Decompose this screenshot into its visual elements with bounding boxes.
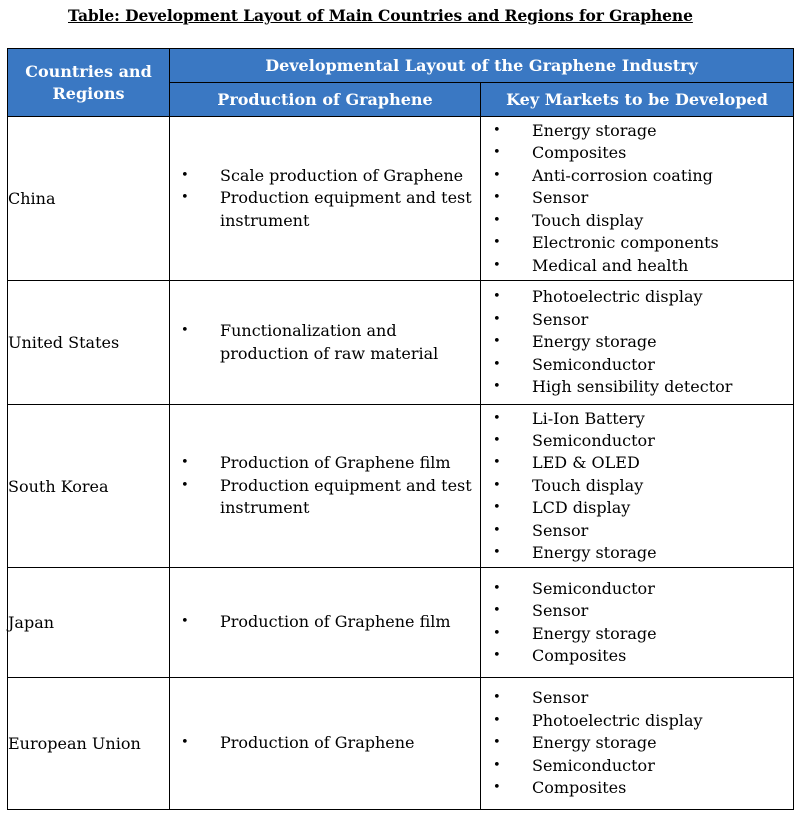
- market-item: [481, 165, 793, 187]
- bullet-icon: •: [493, 410, 501, 426]
- market-item-text: Sensor: [532, 188, 589, 208]
- bullet-icon: •: [493, 212, 501, 228]
- bullet-icon: •: [493, 712, 501, 728]
- market-item: [481, 687, 793, 709]
- market-item-text: Anti-corrosion coating: [532, 165, 713, 185]
- market-item: [481, 710, 793, 732]
- market-item-text: Sensor: [532, 601, 589, 621]
- table-row: [8, 281, 794, 405]
- market-item: [481, 408, 793, 430]
- market-item-text: Energy storage: [532, 332, 657, 352]
- bullet-icon: •: [181, 190, 189, 206]
- market-item-text: Composites: [532, 778, 627, 798]
- market-item-list: [481, 120, 793, 277]
- market-item-text: Semiconductor: [532, 578, 655, 598]
- bullet-icon: •: [493, 477, 501, 493]
- table-row: [8, 568, 794, 678]
- bullet-icon: •: [493, 311, 501, 327]
- market-item-text: Energy storage: [532, 543, 657, 563]
- market-item-text: Sensor: [532, 688, 589, 708]
- bullet-icon: •: [493, 145, 501, 161]
- bullet-icon: •: [181, 455, 189, 471]
- market-item: [481, 755, 793, 777]
- market-item-text: Composites: [532, 645, 627, 665]
- market-item-text: LED & OLED: [532, 453, 640, 473]
- country-cell: United States: [8, 281, 170, 405]
- market-item-text: Photoelectric display: [532, 287, 703, 307]
- markets-cell: [481, 678, 794, 810]
- market-item: [481, 542, 793, 564]
- bullet-icon: •: [493, 757, 501, 773]
- market-item-text: Sensor: [532, 520, 589, 540]
- table-body: [8, 117, 794, 810]
- production-item-text: Production of Graphene film: [220, 453, 451, 473]
- market-item: [481, 331, 793, 353]
- market-item: [481, 120, 793, 142]
- markets-cell: [481, 405, 794, 568]
- table-row: [8, 117, 794, 281]
- market-item-text: Photoelectric display: [532, 710, 703, 730]
- header-key-markets: Key Markets to be Developed: [481, 83, 794, 117]
- production-item-text: Production equipment and test instrument: [220, 188, 472, 230]
- market-item: [481, 255, 793, 277]
- graphene-layout-table: [7, 48, 794, 810]
- country-cell: China: [8, 117, 170, 281]
- bullet-icon: •: [493, 647, 501, 663]
- market-item-text: Touch display: [532, 475, 644, 495]
- markets-cell: [481, 281, 794, 405]
- market-item: [481, 623, 793, 645]
- production-item-text: Production of Graphene film: [220, 612, 451, 632]
- market-item: [481, 286, 793, 308]
- bullet-icon: •: [493, 190, 501, 206]
- table-row: [8, 405, 794, 568]
- market-item-text: Electronic components: [532, 233, 719, 253]
- production-cell: [170, 117, 481, 281]
- market-item-text: Semiconductor: [532, 430, 655, 450]
- bullet-icon: •: [493, 522, 501, 538]
- market-item: [481, 430, 793, 452]
- market-item-text: High sensibility detector: [532, 377, 733, 397]
- market-item-text: Li-Ion Battery: [532, 408, 645, 428]
- production-item-text: Scale production of Graphene: [220, 165, 464, 185]
- market-item-text: Energy storage: [532, 121, 657, 141]
- header-developmental-layout: Developmental Layout of the Graphene Industry: [170, 49, 794, 83]
- market-item-text: Touch display: [532, 210, 644, 230]
- market-item: [481, 142, 793, 164]
- bullet-icon: •: [493, 625, 501, 641]
- table-title: Table: Development Layout of Main Countries and Regions for Graphene: [68, 6, 693, 25]
- market-item: [481, 187, 793, 209]
- table-row: [8, 678, 794, 810]
- market-item: [481, 777, 793, 799]
- bullet-icon: •: [493, 167, 501, 183]
- market-item-text: Sensor: [532, 309, 589, 329]
- market-item: [481, 210, 793, 232]
- market-item-text: Composites: [532, 143, 627, 163]
- market-item-list: [481, 408, 793, 565]
- production-cell: [170, 678, 481, 810]
- markets-cell: [481, 568, 794, 678]
- market-item: [481, 354, 793, 376]
- market-item: [481, 232, 793, 254]
- bullet-icon: •: [493, 500, 501, 516]
- production-cell: [170, 568, 481, 678]
- market-item: [481, 732, 793, 754]
- market-item: [481, 497, 793, 519]
- market-item: [481, 475, 793, 497]
- production-item-list: [170, 611, 480, 633]
- bullet-icon: •: [493, 257, 501, 273]
- header-countries: Countries and Regions: [8, 49, 170, 117]
- production-item: [170, 611, 480, 633]
- country-cell: South Korea: [8, 405, 170, 568]
- production-item: [170, 187, 480, 232]
- bullet-icon: •: [493, 235, 501, 251]
- bullet-icon: •: [493, 379, 501, 395]
- production-item-list: [170, 165, 480, 232]
- bullet-icon: •: [181, 614, 189, 630]
- production-item-list: [170, 320, 480, 365]
- production-item-text: Production equipment and test instrument: [220, 475, 472, 518]
- market-item: [481, 309, 793, 331]
- bullet-icon: •: [493, 545, 501, 561]
- production-item: [170, 732, 480, 754]
- bullet-icon: •: [493, 356, 501, 372]
- production-cell: [170, 281, 481, 405]
- production-item: [170, 320, 480, 365]
- market-item: [481, 600, 793, 622]
- bullet-icon: •: [493, 690, 501, 706]
- market-item-text: Semiconductor: [532, 354, 655, 374]
- market-item: [481, 578, 793, 600]
- market-item-text: Energy storage: [532, 623, 657, 643]
- production-item-text: Production of Graphene: [220, 733, 415, 753]
- header-production: Production of Graphene: [170, 83, 481, 117]
- market-item: [481, 376, 793, 398]
- market-item-text: Semiconductor: [532, 755, 655, 775]
- country-cell: European Union: [8, 678, 170, 810]
- market-item-list: [481, 687, 793, 799]
- bullet-icon: •: [493, 432, 501, 448]
- market-item: [481, 520, 793, 542]
- bullet-icon: •: [493, 123, 501, 139]
- bullet-icon: •: [181, 735, 189, 751]
- production-item-list: [170, 732, 480, 754]
- market-item: [481, 452, 793, 474]
- market-item-text: Energy storage: [532, 733, 657, 753]
- bullet-icon: •: [493, 334, 501, 350]
- market-item-list: [481, 286, 793, 398]
- bullet-icon: •: [493, 735, 501, 751]
- bullet-icon: •: [493, 603, 501, 619]
- bullet-icon: •: [181, 167, 189, 183]
- market-item-text: Medical and health: [532, 255, 689, 275]
- bullet-icon: •: [493, 580, 501, 596]
- bullet-icon: •: [181, 323, 189, 339]
- bullet-icon: •: [493, 455, 501, 471]
- bullet-icon: •: [181, 477, 189, 493]
- production-item: [170, 165, 480, 187]
- production-item-list: [170, 452, 480, 519]
- bullet-icon: •: [493, 289, 501, 305]
- market-item: [481, 645, 793, 667]
- production-cell: [170, 405, 481, 568]
- production-item: [170, 452, 480, 474]
- market-item-list: [481, 578, 793, 668]
- production-item: [170, 475, 480, 520]
- country-cell: Japan: [8, 568, 170, 678]
- bullet-icon: •: [493, 780, 501, 796]
- market-item-text: LCD display: [532, 498, 631, 518]
- production-item-text: Functionalization and production of raw material: [220, 321, 439, 363]
- markets-cell: [481, 117, 794, 281]
